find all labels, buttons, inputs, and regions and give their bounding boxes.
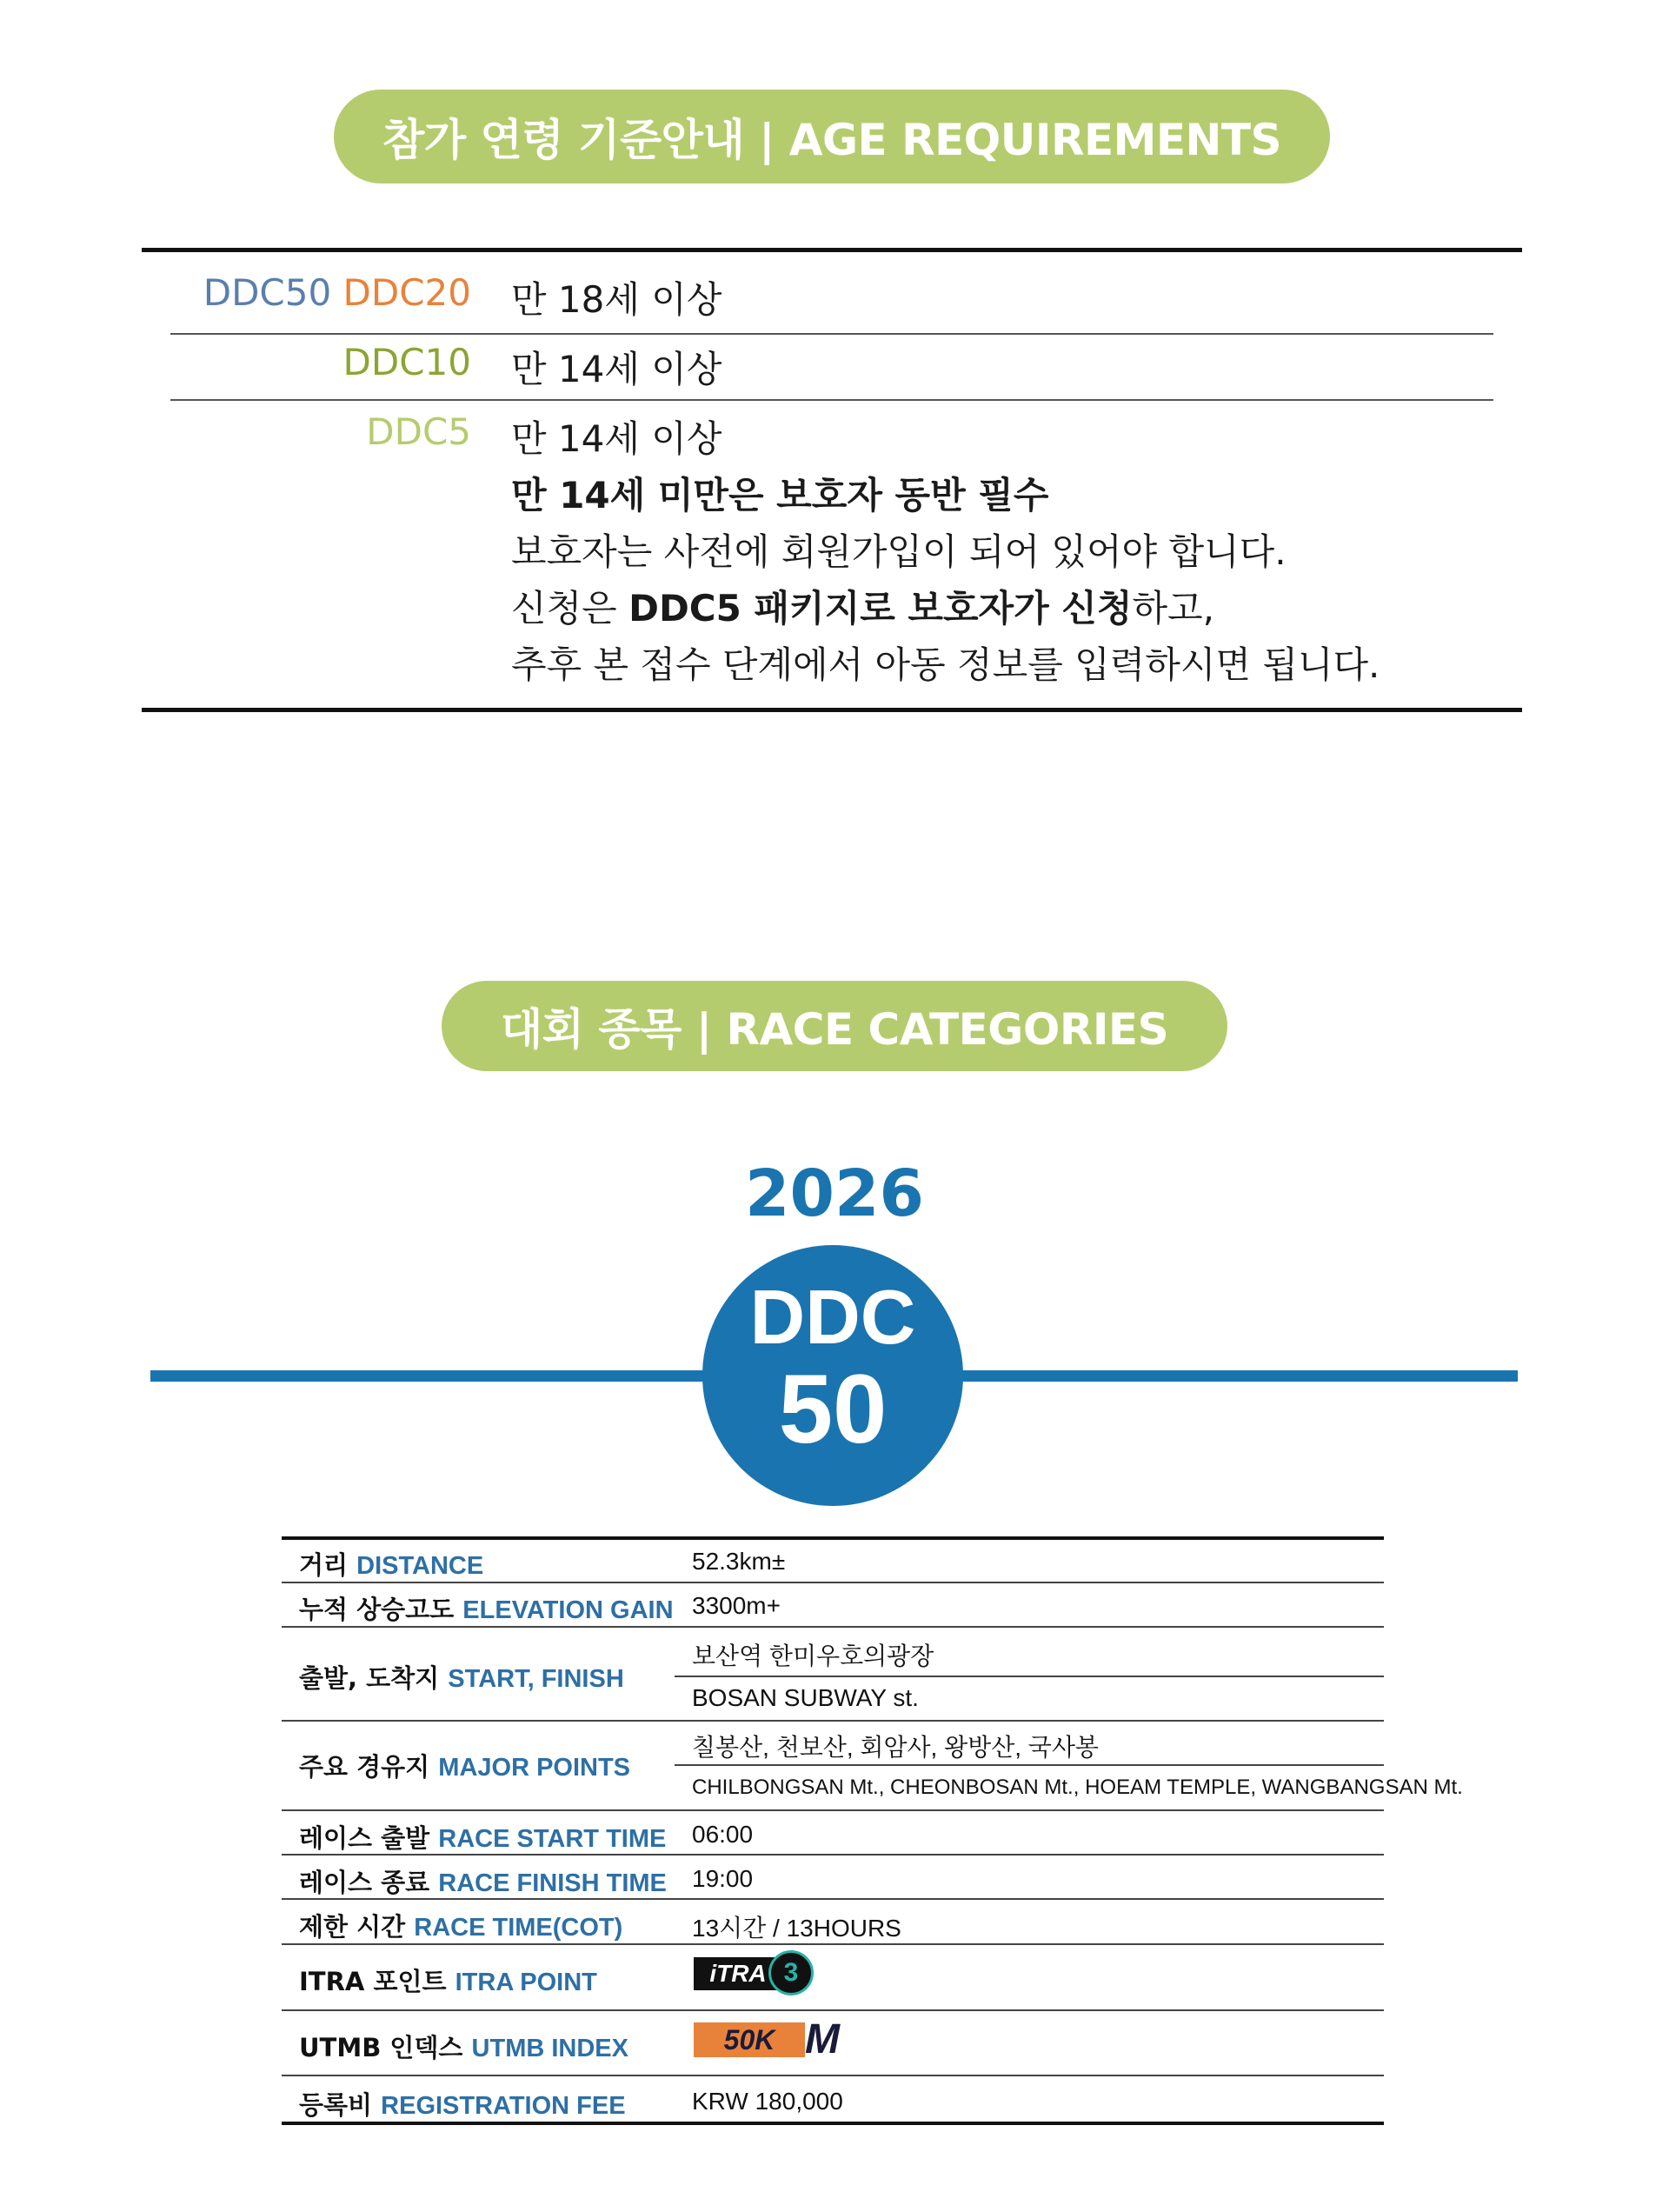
label-ko: 레이스 출발 [299, 1823, 430, 1853]
label-en: RACE FINISH TIME [438, 1869, 667, 1897]
race-table-divider [282, 2075, 1384, 2076]
row-start-finish-value-en: BOSAN SUBWAY st. [692, 1684, 919, 1711]
badge-ddc-text: DDC [749, 1274, 916, 1360]
application-note [511, 580, 1214, 632]
course-line-right [956, 1370, 1518, 1382]
age-row-2-text: 만 14세 이상 [511, 348, 722, 390]
label-en: MAJOR POINTS [438, 1754, 631, 1782]
row-major-points-value-en: CHILBONGSAN Mt., CHEONBOSAN Mt., HOEAM TEMPLE, WANGBANGSAN Mt. [692, 1776, 1463, 1799]
row-major-points-label [299, 1748, 630, 1783]
label-en: START, FINISH [448, 1665, 624, 1693]
row-distance-label [299, 1546, 483, 1582]
row-elevation-label [299, 1590, 674, 1626]
label-en: ELEVATION GAIN [462, 1596, 674, 1624]
row-distance-value: 52.3km± [692, 1548, 786, 1575]
label-en: ITRA POINT [455, 1969, 597, 1996]
age-requirements-header: 참가 연령 기준안내 | AGE REQUIREMENTS [334, 90, 1330, 183]
row-start-time-label [299, 1819, 666, 1855]
label-en: UTMB INDEX [471, 2035, 628, 2062]
itra-logo: iTRA [694, 1957, 782, 1990]
utmb-index-category: 50K [694, 2022, 805, 2057]
age-row-1-text: 만 18세 이상 [511, 278, 722, 321]
itra-points-badge [694, 1950, 819, 1995]
race-table-divider [282, 1720, 1384, 1722]
ddc50-badge [702, 1245, 963, 1506]
label-ko: 레이스 종료 [299, 1868, 430, 1897]
label-en: RACE TIME(COT) [414, 1914, 623, 1942]
label-ko: 주요 경유지 [299, 1752, 430, 1782]
age-table-top-rule [142, 248, 1522, 252]
utmb-m-logo: M [805, 2016, 840, 2062]
row-utmb-label [299, 2029, 628, 2064]
age-table-bottom-rule [142, 708, 1522, 712]
race-table-divider [282, 1809, 1384, 1811]
race-table-bottom-rule [282, 2122, 1384, 2125]
label-ko: 등록비 [299, 2090, 373, 2120]
row-finish-time-value: 19:00 [692, 1865, 754, 1892]
label-ddc5: DDC5 [366, 410, 471, 453]
application-note-post: 하고, [1132, 587, 1214, 630]
utmb-index-badge [694, 2016, 850, 2062]
guardian-membership-note: 보호자는 사전에 회원가입이 되어 있어야 합니다. [511, 530, 1287, 573]
age-row-3-text: 만 14세 이상 [511, 417, 722, 460]
row-start-time-value: 06:00 [692, 1821, 754, 1848]
race-year: 2026 [745, 1156, 924, 1231]
row-cutoff-label [299, 1908, 622, 1943]
race-table-divider [282, 1582, 1384, 1583]
label-en: REGISTRATION FEE [381, 2092, 626, 2120]
row-fee-label [299, 2086, 626, 2122]
race-table-top-rule [282, 1536, 1384, 1540]
row-major-points-value-ko: 칠봉산, 천보산, 회암사, 왕방산, 국사봉 [692, 1734, 1099, 1761]
row-elevation-value: 3300m+ [692, 1592, 781, 1619]
label-ko: 출발, 도착지 [299, 1663, 440, 1693]
age-row-1-labels [203, 271, 471, 314]
label-ko: 거리 [299, 1550, 349, 1580]
race-table-divider [282, 1626, 1384, 1628]
row-fee-value: KRW 180,000 [692, 2088, 843, 2115]
guardian-required-note: 만 14세 미만은 보호자 동반 필수 [511, 474, 1049, 516]
row-start-finish-value-ko: 보산역 한미우호의광장 [692, 1642, 934, 1669]
race-table-subdivider [675, 1676, 1384, 1677]
label-en: RACE START TIME [438, 1825, 667, 1853]
badge-50-text: 50 [778, 1355, 888, 1463]
application-note-bold: DDC5 패키지로 보호자가 신청 [628, 587, 1133, 630]
label-ko: 누적 상승고도 [299, 1595, 455, 1624]
row-start-finish-label [299, 1659, 624, 1695]
label-ko: 제한 시간 [299, 1912, 406, 1942]
application-note-pre: 신청은 [511, 587, 629, 630]
itra-points-value: 3 [768, 1950, 814, 1995]
label-ko: UTMB 인덱스 [299, 2033, 463, 2062]
age-row-divider [170, 333, 1493, 335]
row-finish-time-label [299, 1863, 667, 1899]
row-cutoff-value: 13시간 / 13HOURS [692, 1915, 901, 1942]
race-categories-header: 대회 종목 | RACE CATEGORIES [442, 981, 1227, 1071]
label-ddc20: DDC20 [342, 271, 471, 314]
label-ddc50: DDC50 [203, 271, 332, 314]
course-line-left [150, 1370, 715, 1382]
race-table-subdivider [675, 1764, 1384, 1766]
age-row-divider [170, 399, 1493, 401]
row-itra-label [299, 1962, 597, 1998]
child-info-note: 추후 본 접수 단계에서 아동 정보를 입력하시면 됩니다. [511, 643, 1380, 686]
race-table-divider [282, 2009, 1384, 2011]
label-ddc10: DDC10 [342, 341, 471, 383]
label-ko: ITRA 포인트 [299, 1967, 447, 1996]
label-en: DISTANCE [356, 1552, 484, 1580]
